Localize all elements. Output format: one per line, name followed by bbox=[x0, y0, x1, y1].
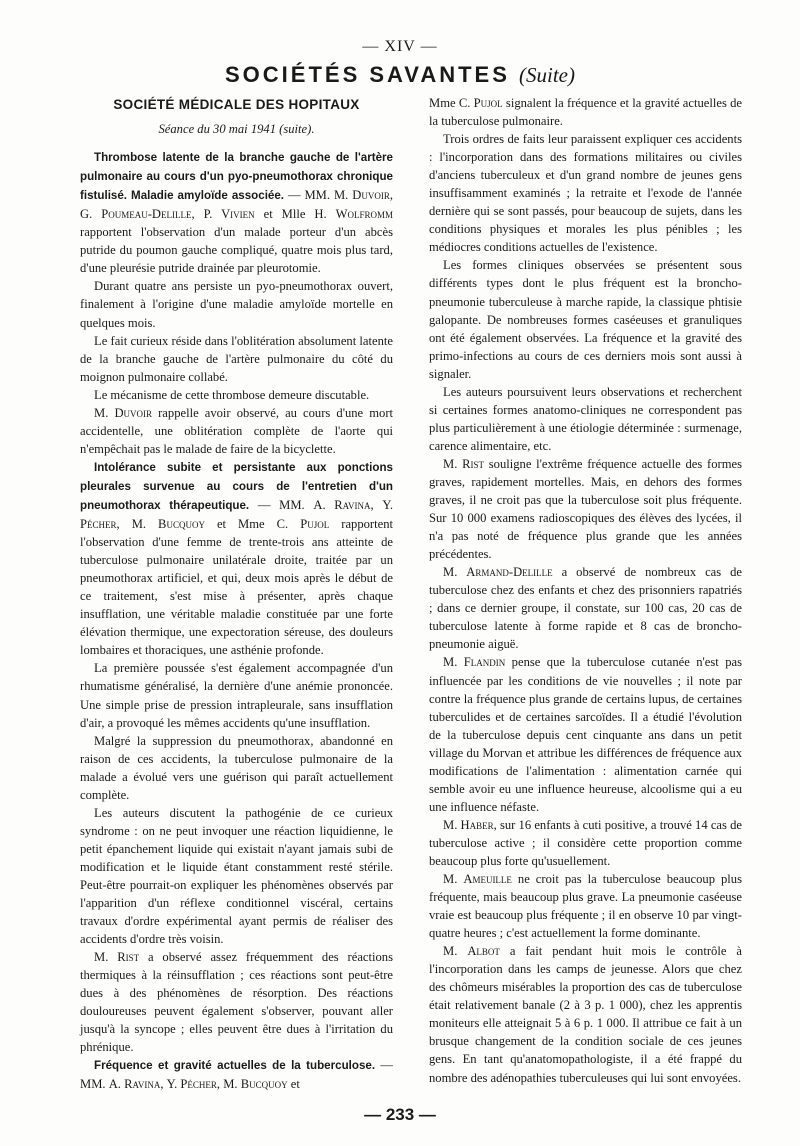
paragraph: Les formes cliniques observées se présentent sous différents types dont le plus fréquent est la broncho-pneumonie tuberculeuse à marche rapide, la classique phtisie galopante. De nombreuses formes caséeuses et granuliques ont été également observées. La fréquence et la gravité des primo-infections au cours de ces derniers mois sont aussi à signaler. bbox=[429, 258, 742, 381]
article-3-title: Fréquence et gravité actuelles de la tuberculose. bbox=[94, 1059, 376, 1073]
author-name: Y. Pécher bbox=[166, 1077, 217, 1092]
paragraph: Les auteurs poursuivent leurs observations et recherchent si certaines formes anatomo-cliniques ne correspondent pas plus particulièrement à une étiologie déterminée : surmenage, carence alimentaire, etc. bbox=[429, 384, 742, 453]
section-title-suite: (Suite) bbox=[519, 63, 575, 87]
paragraph: Trois ordres de faits leur paraissent expliquer ces accidents : l'incorporation dans des formations militaires ou civiles d'anciens tuberculeux et d'un grand nombre de jeunes gens insuffisamment examinés ; la retraite et l'exode de l'année dernière qui se sont passés, pour beaucoup de sujets, dans les conditions physiques et morales les plus pénibles ; les médiocres conditions actuelles de l'existence. bbox=[429, 132, 742, 255]
article-1-title: Thrombose latente de la branche gauche de l'artère pulmonaire au cours d'un pyo-pneumothorax chronique fistulisé. Maladie amyloïde associée. bbox=[80, 151, 393, 203]
paragraph: Le mécanisme de cette thrombose demeure discutable. bbox=[94, 387, 370, 402]
author-name: G. Poumeau-Delille bbox=[80, 207, 192, 222]
author-name: M. Bucquoy bbox=[131, 517, 205, 532]
society-heading: SOCIÉTÉ MÉDICALE DES HOPITAUX bbox=[113, 97, 360, 112]
paragraph: Malgré la suppression du pneumothorax, abandonné en raison de ces accidents, la tuberculose pulmonaire de la malade a évolué vers une guérison qui paraît actuellement complète. bbox=[80, 733, 393, 802]
footer-page-number: — 233 — bbox=[364, 1105, 436, 1124]
right-column bbox=[429, 94, 742, 1094]
paragraph: M. Flandin pense que la tuberculose cutanée n'est pas influencée par les conditions de vie nouvelles ; il note par contre la fréquence plus grande de certains lupus, de certaines tuberculides et de certaines sarcoïdes. Il a étudié l'évolution de la tuberculose depuis cent cinquante ans dans un petit village du Morvan et attribue les différences de fréquence aux modifications de l'alimentation : alimentation carnée qui semble avoir eu une influence heureuse, alcoolisme qui a eu une influence néfaste. bbox=[429, 655, 742, 814]
author-name: Wolfromm bbox=[335, 207, 394, 222]
paragraph: Le fait curieux réside dans l'oblitération absolument latente de la branche gauche de l'artère pulmonaire du côté du moignon pulmonaire collabé. bbox=[80, 333, 393, 384]
author-name: Pujol bbox=[473, 96, 503, 110]
paragraph: M. Duvoir rappelle avoir observé, au cours d'une mort accidentelle, une oblitération complète de l'aorte qui n'empêchait pas le malade de faire de la bicyclette. bbox=[80, 405, 394, 456]
paragraph: Mme C. Pujol signalent la fréquence et la gravité actuelles de la tuberculose pulmonaire. bbox=[429, 96, 742, 129]
author-name: Albot bbox=[467, 944, 500, 959]
section-title-text: SOCIÉTÉS SAVANTES bbox=[225, 62, 510, 87]
paragraph: La première poussée s'est également accompagnée d'un rhumatisme généralisé, la dernière d'une anémie prononcée. Une simple prise de pression intrapleurale, sans insufflation d'air, a provoqué les mêmes accidents qu'une insufflation. bbox=[80, 661, 393, 730]
article-1-intro: Thrombose latente de la branche gauche de l'artère pulmonaire au cours d'un pyo-pneumothorax chronique fistulisé. Maladie amyloïde associée. — MM. M. Duvoir, G. Poumeau-Delille, P. Vivien et Mlle H. Wolfromm rapportent l'observation d'un malade porteur d'un abcès putride du poumon gauche compliqué, quatre mois plus tard, d'une pleurésie putride drainée par pleurotomie. bbox=[80, 151, 394, 276]
author-name: Haber bbox=[460, 817, 494, 832]
author-name: Flandin bbox=[463, 655, 506, 670]
article-2-intro: Intolérance subite et persistante aux ponctions pleurales survenue au cours de l'entretien d'un pneumothorax thérapeutique. — MM. A. Ravina, Y. Pécher, M. Bucquoy et Mme C. Pujol rapportent l'observation d'une femme de trente-trois ans atteinte de tuberculose pulmonaire unilatérale droite, traitée par un pneumothorax artificiel, et qui, deux mois après le début de ce traitement, s'est mise à présenter, après chaque insufflation, une véritable maladie constituée par une forte élévation thermique, une expectoration séreuse, des douleurs lombaires et thoraciques, une asthénie profonde. bbox=[80, 460, 393, 658]
author-name: Rist bbox=[117, 950, 140, 965]
author-name: Ameuille bbox=[463, 872, 512, 887]
author-name: P. Vivien bbox=[203, 207, 255, 222]
author-name: Y. Pécher bbox=[80, 497, 393, 532]
author-name: Armand-Delille bbox=[466, 565, 553, 580]
paragraph: Durant quatre ans persiste un pyo-pneumothorax ouvert, finalement à l'origine d'une maladie amyloïde mortelle en quelques mois. bbox=[80, 279, 393, 330]
author-name: M. Bucquoy bbox=[223, 1077, 288, 1092]
paragraph: M. Ameuille ne croit pas la tuberculose beaucoup plus fréquente, mais beaucoup plus grave. La pneumonie caséeuse vraie est beaucoup plus fréquente ; il en observe 10 par vingt-quatre heures ; c'est actuellement la forme dominante. bbox=[429, 872, 742, 941]
paragraph: Les auteurs discutent la pathogénie de ce curieux syndrome : on ne peut invoquer une réaction liquidienne, le petit épanchement liquide qui existait n'ayant jamais subi de modification et le liquide étant constamment resté stérile. Peut-être pourrait-on expliquer les phénomènes observés par l'apparition d'un réflexe conditionnel viscéral, certains travaux d'ordre expérimental ayant permis de réaliser des accidents d'ordre très voisin. bbox=[80, 805, 393, 947]
author-name: Pujol bbox=[300, 517, 330, 532]
author-name: A. Ravina bbox=[313, 497, 371, 512]
author-name: A. Ravina bbox=[108, 1077, 161, 1092]
section-title bbox=[0, 62, 800, 88]
paragraph: M. Haber, sur 16 enfants à cuti positive, a trouvé 14 cas de tuberculose active ; il considère cette proportion comme beaucoup plus forte qu'usuellement. bbox=[429, 817, 742, 868]
text-columns bbox=[80, 94, 742, 1094]
header-page-number: — XIV — bbox=[362, 38, 438, 55]
paragraph: M. Armand-Delille a observé de nombreux cas de tuberculose chez des enfants et chez des prisonniers rapatriés ; dans ce dernier groupe, il constate, sur 100 cas, 20 cas de tuberculose latente à forme rapide et 8 cas de broncho-pneumonie aiguë. bbox=[429, 565, 743, 652]
article-3-intro: Fréquence et gravité actuelles de la tuberculose. — MM. A. Ravina, Y. Pécher, M. Bucquoy et bbox=[80, 1058, 393, 1092]
author-name: M. Duvoir bbox=[333, 188, 390, 203]
paragraph: M. Rist souligne l'extrême fréquence actuelle des formes graves, rapidement mortelles. Mais, en dehors des formes graves, il ne croit pas que la tuberculose soit plus fréquente. Sur 10 000 examens radioscopiques des élèves des lycées, il n'a pas noté de fréquence plus grande que les années précédentes. bbox=[429, 456, 742, 562]
article-2-title: Intolérance subite et persistante aux ponctions pleurales survenue au cours de l'entretien d'un pneumothorax thérapeutique. bbox=[80, 460, 393, 512]
paragraph: M. Albot a fait pendant huit mois le contrôle à l'incorporation dans les camps de jeunesse. Alors que chez des chômeurs misérables la proportion des cas de tuberculose était relativement banale (2 à 3 p. 1 000), chez les apprentis moniteurs elle atteignait 5 à 6 p. 1 000. Il attribue ce fait à un brusque changement de la condition sociale de ces jeunes gens. En tant qu'anatomopathologiste, il a été frappé du nombre des adénopathies tuberculeuses qui lui sont envoyées. bbox=[429, 944, 742, 1085]
paragraph: M. Rist a observé assez fréquemment des réactions thermiques à la réinsufflation ; ces réactions sont peut-être dues à des phénomènes de résorption. Des réactions douloureuses peuvent également s'observer, pouvant aller jusqu'à la syncope ; elles peuvent être dues à l'irritation du phrénique. bbox=[80, 950, 393, 1055]
author-name: Rist bbox=[462, 456, 484, 471]
seance-date: Séance du 30 mai 1941 (suite). bbox=[158, 122, 315, 137]
author-name: Duvoir bbox=[114, 405, 153, 420]
left-column bbox=[80, 94, 393, 1094]
